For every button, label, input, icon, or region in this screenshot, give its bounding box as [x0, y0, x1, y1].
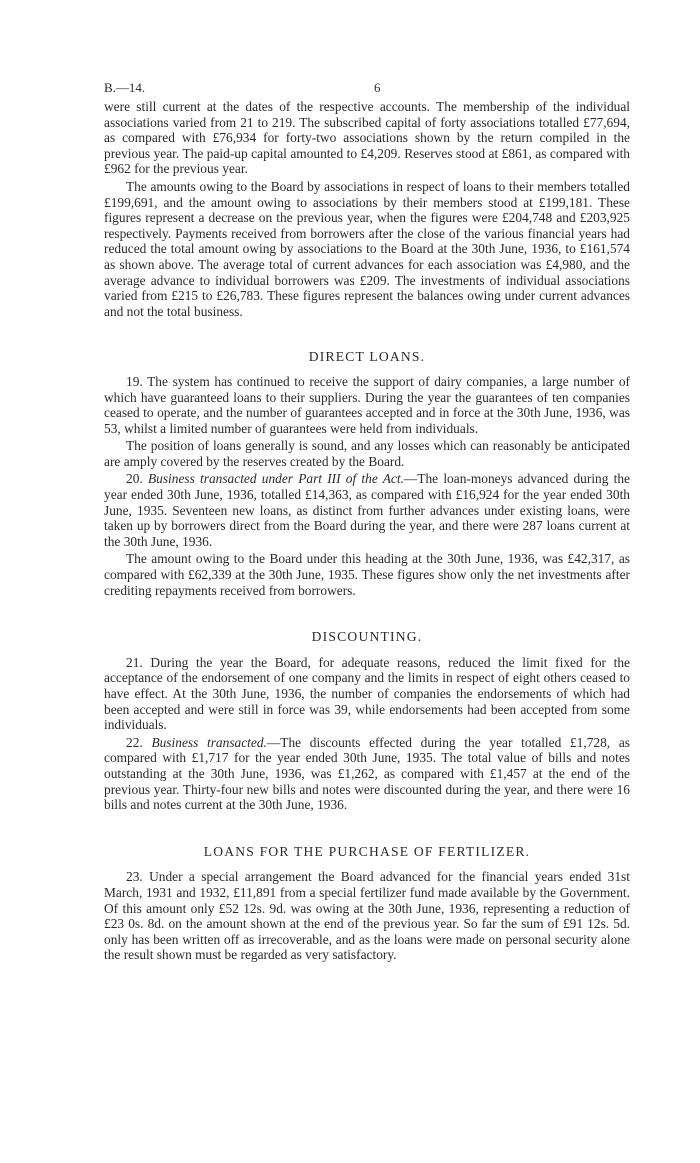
paragraph-22-title: Business transacted. [151, 734, 267, 750]
paragraph-associations-continued: were still current at the dates of the respective accounts. The membership of the individual associations varied from 21 to 219. The subscribed capital of forty associations totalled £77,694, as compared with £76,934 for forty-two associations shown by the return compiled in the previous year. The paid-up capital amounted to £4,209. Reserves stood at £861, as compared with £962 for the previous year. [104, 99, 630, 177]
paragraph-21: 21. During the year the Board, for adequate reasons, reduced the limit fixed for the acceptance of the endorsement of one company and the limits in respect of eight others ceased to have effect. At the 30th June, 1936, the number of companies the endorsements of which had been accepted and were still in force was 39, while endorsements had been accepted from some individuals. [104, 654, 630, 733]
paragraph-22-number: 22. [126, 734, 152, 750]
section-heading-discounting: DISCOUNTING. [311, 629, 423, 645]
section-heading-fertilizer-loans: LOANS FOR THE PURCHASE OF FERTILIZER. [203, 843, 531, 859]
paragraph-20-number: 20. [126, 471, 148, 487]
paragraph-20 [104, 471, 630, 549]
paragraph-23: 23. Under a special arrangement the Board advanced for the financial years ended 31st March, 1931 and 1932, £11,891 from a special fertilizer fund made available by the Government. Of this amount only £52 12s. 9d. was owing at the 30th June, 1936, representing a reduction of £23 0s. 8d. on the amount shown at the end of the previous year. So far the sum of £91 12s. 5d. only has been written off as irrecoverable, and as the loans were made on personal security alone the result shown must be regarded as very satisfactory. [104, 869, 630, 963]
paragraph-22-text: —The discounts effected during the year totalled £1,728, as compared with £1,717 for the year ended 30th June, 1935. The total value of bills and notes outstanding at the 30th June, 1936, was £1,262, as compared with £1,457 at the end of the previous year. Thirty-four new bills and notes were discounted during the year, and there were 16 bills and notes current at the 30th June, 1936. [104, 734, 630, 813]
paragraph-amounts-owing: The amounts owing to the Board by associations in respect of loans to their members totalled £199,691, and the amount owing to associations by their members stood at £199,181. These figures represent a decrease on the previous year, when the figures were £204,748 and £203,925 respectively. Payments received from borrowers after the close of the various financial years had reduced the total amount owing by associations to the Board at the 30th June, 1936, to £161,574 as shown above. The average total of current advances for each association was £4,980, and the average advance to individual borrowers was £209. The investments of individual associations varied from £215 to £26,783. These figures represent the balances owing under current advances and not the total business. [104, 178, 630, 319]
paragraph-20-text: —The loan-moneys advanced during the year ended 30th June, 1936, totalled £14,363, as compared with £16,924 for the year ended 30th June, 1935. Seventeen new loans, as distinct from further advances under existing loans, were taken up by borrowers direct from the Board during the year, and there were 287 loans current at the 30th June, 1936. [104, 471, 630, 549]
paragraph-20-title: Business transacted under Part III of the Act. [147, 471, 404, 487]
page-number: 6 [374, 80, 381, 95]
paragraph-19: 19. The system has continued to receive the support of dairy companies, a large number of which have guaranteed loans to their suppliers. During the year the guarantees of ten companies ceased to operate, and the number of guarantees accepted and in force at the 30th June, 1936, was 53, whilst a limited number of guarantees were held from individuals. [104, 373, 630, 436]
page-body [104, 99, 630, 965]
paragraph-19-position: The position of loans generally is sound, and any losses which can reasonably be anticipated are amply covered by the reserves created by the Board. [104, 438, 630, 469]
paragraph-22 [104, 735, 630, 813]
paragraph-20-amount-owing: The amount owing to the Board under this heading at the 30th June, 1936, was £42,317, as compared with £62,339 at the 30th June, 1935. These figures show only the net investments after crediting repayments received from borrowers. [104, 551, 630, 598]
section-heading-direct-loans: DIRECT LOANS. [308, 349, 426, 365]
page-header [104, 80, 630, 98]
document-reference: B.—14. [104, 80, 146, 95]
